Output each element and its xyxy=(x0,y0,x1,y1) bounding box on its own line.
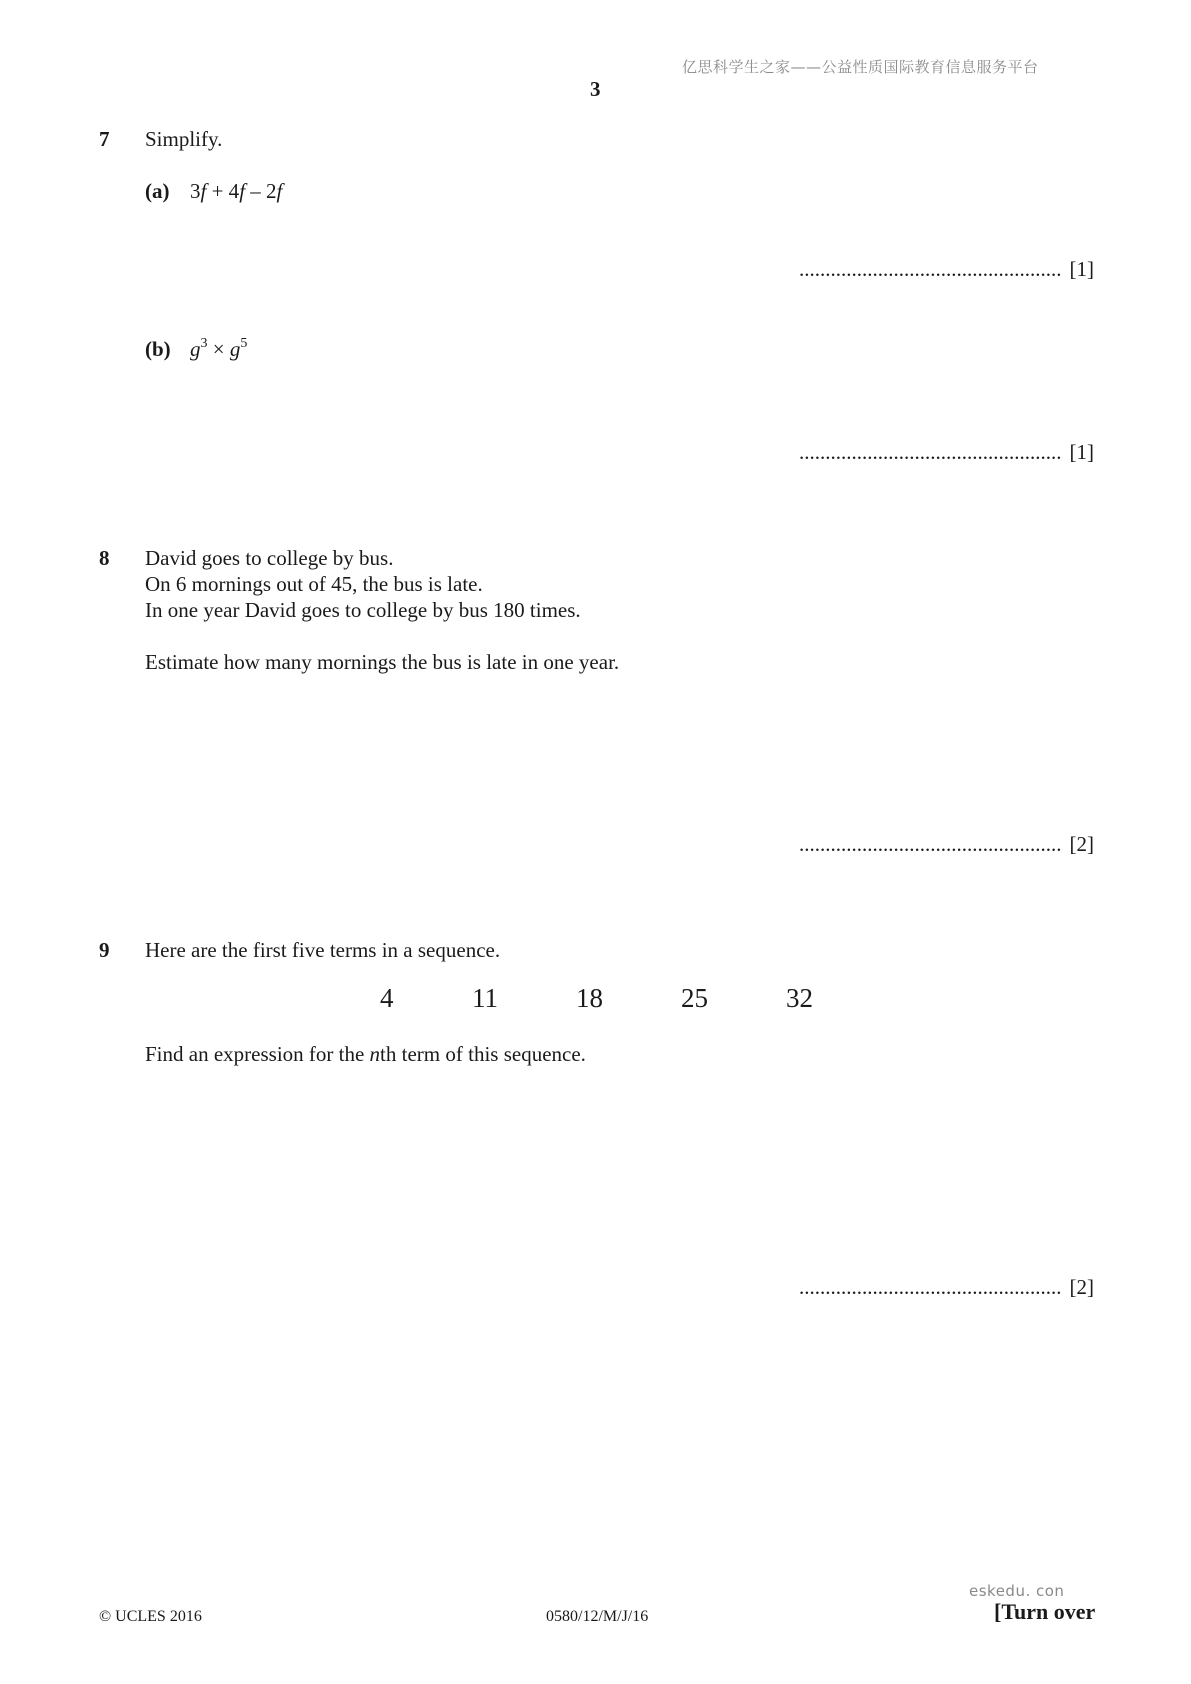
question-8-line-3: In one year David goes to college by bus 180 times. xyxy=(145,598,581,622)
question-7a-expression: 3f + 4f – 2f xyxy=(190,179,283,203)
question-7a-answer-line[interactable]: .................................................. [1] xyxy=(799,257,1094,281)
footer-paper-code: 0580/12/M/J/16 xyxy=(546,1608,649,1625)
question-7a-marks: [1] xyxy=(1069,257,1094,281)
question-8-number: 8 xyxy=(99,546,110,570)
question-8-marks: [2] xyxy=(1069,832,1094,856)
question-7a-label: (a) xyxy=(145,179,170,203)
turn-over-label: [Turn over xyxy=(994,1599,1096,1624)
footer-copyright: © UCLES 2016 xyxy=(99,1608,202,1625)
sequence-term-1: 4 xyxy=(380,983,394,1013)
sequence-term-2: 11 xyxy=(472,983,498,1013)
footer-watermark: eskedu. con xyxy=(969,1582,1065,1600)
question-8-instruction: Estimate how many mornings the bus is late in one year. xyxy=(145,650,620,674)
question-9-number: 9 xyxy=(99,938,110,962)
page-number: 3 xyxy=(590,77,601,101)
question-9-intro: Here are the first five terms in a sequence. xyxy=(145,938,501,962)
question-9-marks: [2] xyxy=(1069,1275,1094,1299)
question-7b-answer-line[interactable]: .................................................. [1] xyxy=(799,440,1094,464)
question-8-answer-line[interactable]: .................................................. [2] xyxy=(799,832,1094,856)
question-7b-label: (b) xyxy=(145,337,171,361)
question-8-line-1: David goes to college by bus. xyxy=(145,546,394,570)
question-9-answer-line[interactable]: .................................................. [2] xyxy=(799,1275,1094,1299)
question-7b-marks: [1] xyxy=(1069,440,1094,464)
question-9-instruction: Find an expression for the nth term of this sequence. xyxy=(145,1042,586,1066)
sequence-term-3: 18 xyxy=(576,983,603,1013)
header-watermark: 亿思科学生之家——公益性质国际教育信息服务平台 xyxy=(682,58,1039,76)
question-8-line-2: On 6 mornings out of 45, the bus is late. xyxy=(145,572,483,596)
sequence-term-5: 32 xyxy=(786,983,813,1013)
sequence-term-4: 25 xyxy=(681,983,708,1013)
question-7-prompt: Simplify. xyxy=(145,127,223,151)
question-7b-expression: $g^3 \times g^5$ xyxy=(190,336,248,361)
question-7-number: 7 xyxy=(99,127,110,151)
